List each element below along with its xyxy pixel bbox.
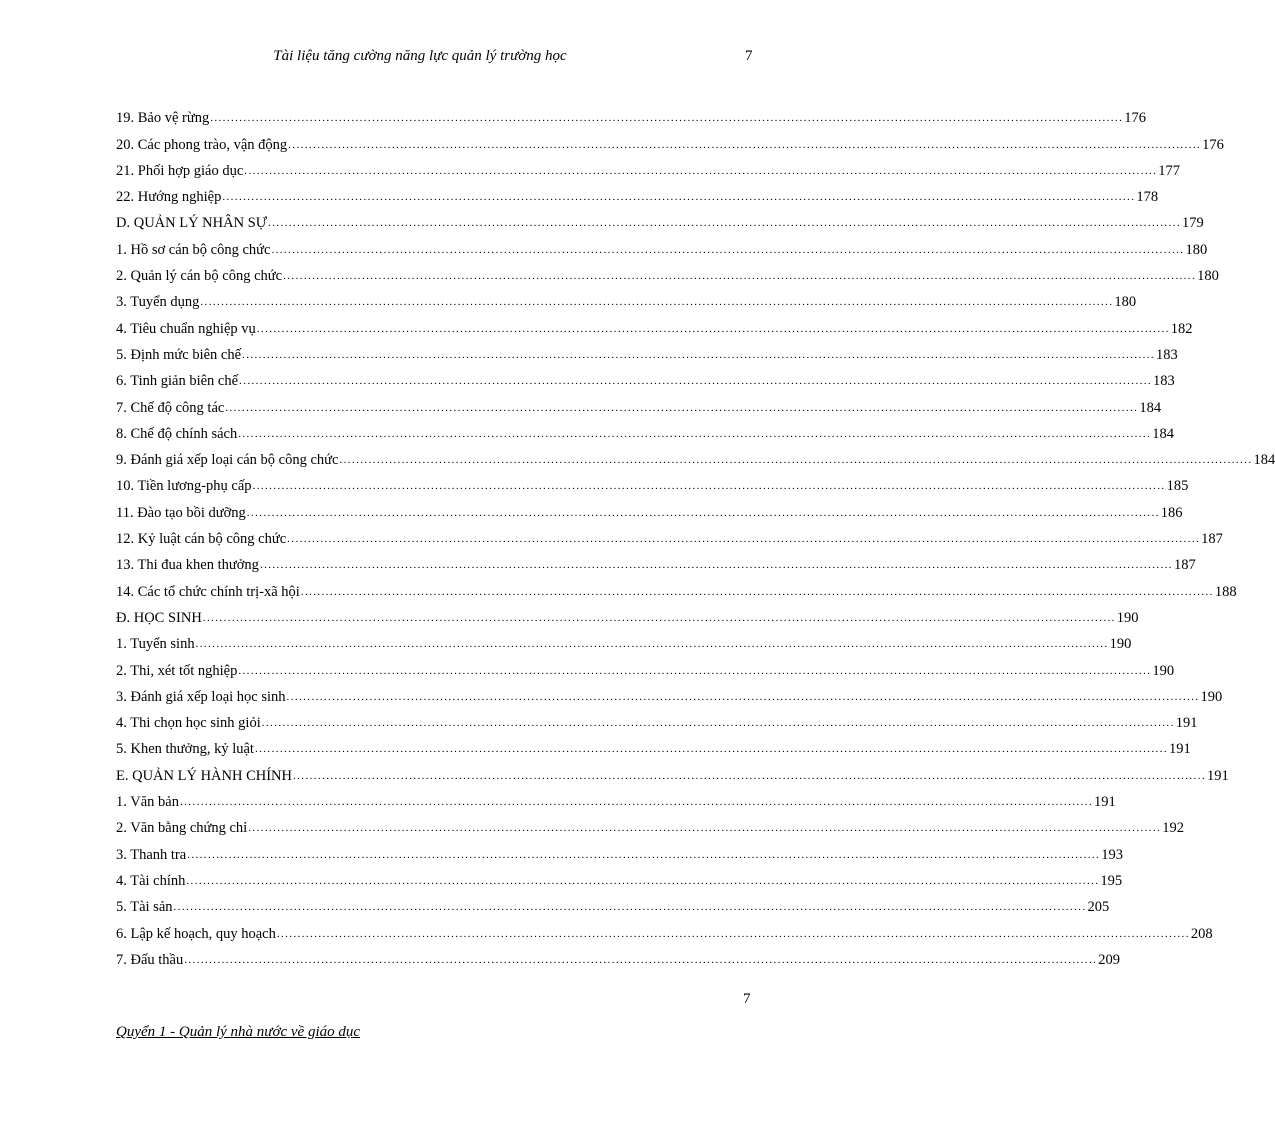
toc-entry-page: 187 — [1201, 531, 1223, 548]
toc-dot-leader: ............................................................................................................................................................................................................................ — [339, 454, 1253, 467]
toc-entry-label: E. QUẢN LÝ HÀNH CHÍNH — [116, 767, 292, 784]
table-of-contents — [116, 101, 1275, 969]
toc-entry — [116, 495, 1183, 521]
toc-dot-leader: ............................................................................................................................................................................................................................ — [271, 243, 1185, 256]
toc-entry-page: 190 — [1152, 662, 1175, 679]
toc-entry-label: 19. Bảo vệ rừng — [116, 110, 210, 127]
toc-entry-label: 5. Tài sản — [116, 899, 173, 916]
toc-entry-label: 7. Đấu thầu — [116, 951, 184, 968]
toc-entry-label: 6. Tinh giản biên chế — [116, 373, 239, 390]
toc-entry-label: 2. Văn bằng chứng chỉ — [116, 820, 248, 837]
toc-entry — [116, 259, 1219, 285]
toc-dot-leader: ............................................................................................................................................................................................................................ — [254, 743, 1168, 756]
toc-entry-label: 12. Kỷ luật cán bộ công chức — [116, 531, 287, 548]
toc-entry-label: 10. Tiền lương-phụ cấp — [116, 478, 252, 495]
toc-entry-page: 191 — [1207, 767, 1229, 784]
toc-entry-page: 183 — [1156, 346, 1178, 363]
toc-entry — [116, 574, 1237, 600]
toc-entry-page: 190 — [1200, 688, 1223, 705]
toc-entry-label: 21. Phối hợp giáo dục — [116, 162, 244, 179]
toc-entry-label: 4. Thi chọn học sinh giỏi — [116, 715, 261, 732]
toc-entry-page: 179 — [1182, 215, 1204, 232]
toc-dot-leader: ............................................................................................................................................................................................................................ — [244, 164, 1158, 177]
toc-entry-page: 185 — [1166, 478, 1189, 495]
toc-entry-label: 1. Hồ sơ cán bộ công chức — [116, 241, 271, 258]
toc-dot-leader: ............................................................................................................................................................................................................................ — [252, 480, 1166, 493]
toc-entry-page: 191 — [1175, 715, 1198, 732]
toc-entry-page: 180 — [1185, 241, 1208, 258]
toc-entry-page: 190 — [1109, 636, 1132, 653]
toc-dot-leader: ............................................................................................................................................................................................................................ — [200, 296, 1114, 309]
toc-entry — [116, 837, 1123, 863]
toc-entry-page: 193 — [1101, 846, 1123, 863]
toc-entry-page: 184 — [1152, 425, 1174, 442]
toc-entry-page: 188 — [1214, 583, 1237, 600]
toc-entry — [116, 232, 1208, 258]
toc-entry-label: 6. Lập kế hoạch, quy hoạch — [116, 925, 276, 942]
toc-dot-leader: ............................................................................................................................................................................................................................ — [210, 112, 1124, 125]
toc-entry-page: 195 — [1100, 872, 1123, 889]
toc-dot-leader: ............................................................................................................................................................................................................................ — [173, 901, 1087, 914]
toc-entry-label: 8. Chế độ chính sách — [116, 425, 238, 442]
toc-entry-page: 192 — [1162, 820, 1184, 837]
toc-entry — [116, 864, 1123, 890]
toc-dot-leader: ............................................................................................................................................................................................................................ — [268, 217, 1182, 230]
toc-entry — [116, 390, 1162, 416]
toc-dot-leader: ............................................................................................................................................................................................................................ — [186, 874, 1100, 887]
toc-entry — [116, 627, 1132, 653]
toc-entry-page: 177 — [1158, 162, 1181, 179]
toc-entry-page: 182 — [1170, 320, 1193, 337]
toc-dot-leader: ............................................................................................................................................................................................................................ — [276, 927, 1190, 940]
toc-entry-page: 209 — [1098, 951, 1120, 968]
toc-entry — [116, 180, 1159, 206]
toc-entry-page: 176 — [1202, 136, 1224, 153]
toc-dot-leader: ............................................................................................................................................................................................................................ — [259, 559, 1173, 572]
toc-entry-label: 3. Đánh giá xếp loại học sinh — [116, 688, 286, 705]
toc-entry — [116, 601, 1139, 627]
toc-entry-label: 4. Tiêu chuẩn nghiệp vụ — [116, 320, 256, 337]
toc-entry-label: 5. Khen thưởng, kỷ luật — [116, 741, 254, 758]
toc-entry-page: 190 — [1116, 609, 1139, 626]
toc-entry — [116, 943, 1120, 969]
toc-entry-label: Đ. HỌC SINH — [116, 609, 202, 626]
toc-entry — [116, 338, 1178, 364]
toc-entry-label: 9. Đánh giá xếp loại cán bộ công chức — [116, 452, 339, 469]
toc-entry — [116, 706, 1198, 732]
toc-dot-leader: ............................................................................................................................................................................................................................ — [222, 191, 1136, 204]
toc-dot-leader: ............................................................................................................................................................................................................................ — [246, 506, 1160, 519]
header-page-number: 7 — [745, 48, 753, 64]
toc-entry — [116, 548, 1196, 574]
toc-entry-label: 20. Các phong trào, vận động — [116, 136, 288, 153]
toc-entry-page: 208 — [1190, 925, 1213, 942]
toc-entry-page: 187 — [1173, 557, 1196, 574]
toc-dot-leader: ............................................................................................................................................................................................................................ — [261, 717, 1175, 730]
toc-entry — [116, 469, 1189, 495]
toc-dot-leader: ............................................................................................................................................................................................................................ — [238, 427, 1152, 440]
toc-entry — [116, 101, 1146, 127]
toc-entry-label: 22. Hướng nghiệp — [116, 189, 222, 206]
toc-entry — [116, 127, 1224, 153]
toc-entry-page: 205 — [1087, 899, 1110, 916]
toc-dot-leader: ............................................................................................................................................................................................................................ — [248, 822, 1162, 835]
toc-entry — [116, 811, 1184, 837]
toc-entry-page: 176 — [1124, 110, 1146, 127]
toc-entry-page: 191 — [1168, 741, 1191, 758]
toc-entry-label: 5. Định mức biên chế — [116, 346, 242, 363]
toc-entry — [116, 522, 1223, 548]
toc-dot-leader: ............................................................................................................................................................................................................................ — [300, 585, 1214, 598]
toc-entry-label: 1. Văn bản — [116, 794, 179, 811]
toc-entry-page: 183 — [1153, 373, 1175, 390]
page-header — [0, 48, 816, 70]
toc-entry — [116, 417, 1174, 443]
toc-entry — [116, 732, 1191, 758]
toc-entry — [116, 443, 1275, 469]
toc-entry-label: 11. Đào tạo bồi dưỡng — [116, 504, 246, 521]
toc-entry-label: 1. Tuyển sinh — [116, 636, 195, 653]
toc-entry-label: 2. Quản lý cán bộ công chức — [116, 268, 283, 285]
toc-entry-page: 180 — [1197, 268, 1219, 285]
toc-entry-label: 13. Thi đua khen thưởng — [116, 557, 259, 574]
toc-dot-leader: ............................................................................................................................................................................................................................ — [293, 769, 1206, 782]
toc-entry — [116, 285, 1137, 311]
toc-dot-leader: ............................................................................................................................................................................................................................ — [238, 664, 1152, 677]
toc-entry — [116, 154, 1181, 180]
toc-dot-leader: ............................................................................................................................................................................................................................ — [202, 611, 1116, 624]
toc-dot-leader: ............................................................................................................................................................................................................................ — [187, 848, 1101, 861]
toc-entry-page: 178 — [1136, 189, 1159, 206]
header-title: Tài liệu tăng cường năng lực quản lý trường học — [273, 48, 567, 64]
toc-entry — [116, 680, 1223, 706]
toc-dot-leader: ............................................................................................................................................................................................................................ — [239, 375, 1153, 388]
toc-entry-page: 186 — [1160, 504, 1183, 521]
toc-dot-leader: ............................................................................................................................................................................................................................ — [288, 138, 1202, 151]
toc-dot-leader: ............................................................................................................................................................................................................................ — [184, 953, 1098, 966]
toc-entry — [116, 785, 1116, 811]
toc-entry-page: 184 — [1253, 452, 1275, 469]
toc-entry — [116, 890, 1110, 916]
toc-dot-leader: ............................................................................................................................................................................................................................ — [195, 638, 1109, 651]
toc-dot-leader: ............................................................................................................................................................................................................................ — [287, 533, 1201, 546]
toc-dot-leader: ............................................................................................................................................................................................................................ — [283, 270, 1197, 283]
toc-entry — [116, 758, 1229, 784]
toc-entry — [116, 916, 1213, 942]
toc-entry — [116, 206, 1204, 232]
toc-entry-label: 3. Tuyển dụng — [116, 294, 200, 311]
toc-entry — [116, 653, 1175, 679]
footer-page-number: 7 — [743, 991, 751, 1007]
toc-entry-label: 3. Thanh tra — [116, 846, 187, 863]
toc-entry — [116, 364, 1175, 390]
toc-entry-page: 180 — [1114, 294, 1137, 311]
toc-entry-page: 184 — [1139, 399, 1162, 416]
toc-entry-label: 7. Chế độ công tác — [116, 399, 225, 416]
toc-dot-leader: ............................................................................................................................................................................................................................ — [179, 796, 1093, 809]
toc-dot-leader: ............................................................................................................................................................................................................................ — [256, 322, 1170, 335]
toc-dot-leader: ............................................................................................................................................................................................................................ — [242, 348, 1156, 361]
toc-entry-label: 14. Các tổ chức chính trị-xã hội — [116, 583, 300, 600]
toc-entry-label: D. QUẢN LÝ NHÂN SỰ — [116, 215, 268, 232]
toc-dot-leader: ............................................................................................................................................................................................................................ — [286, 690, 1200, 703]
toc-entry — [116, 311, 1193, 337]
toc-entry-page: 191 — [1093, 794, 1116, 811]
footer-caption: Quyển 1 - Quản lý nhà nước về giáo dục — [116, 1024, 361, 1040]
toc-dot-leader: ............................................................................................................................................................................................................................ — [225, 401, 1139, 414]
toc-entry-label: 2. Thi, xét tốt nghiệp — [116, 662, 238, 679]
toc-entry-label: 4. Tài chính — [116, 872, 186, 889]
